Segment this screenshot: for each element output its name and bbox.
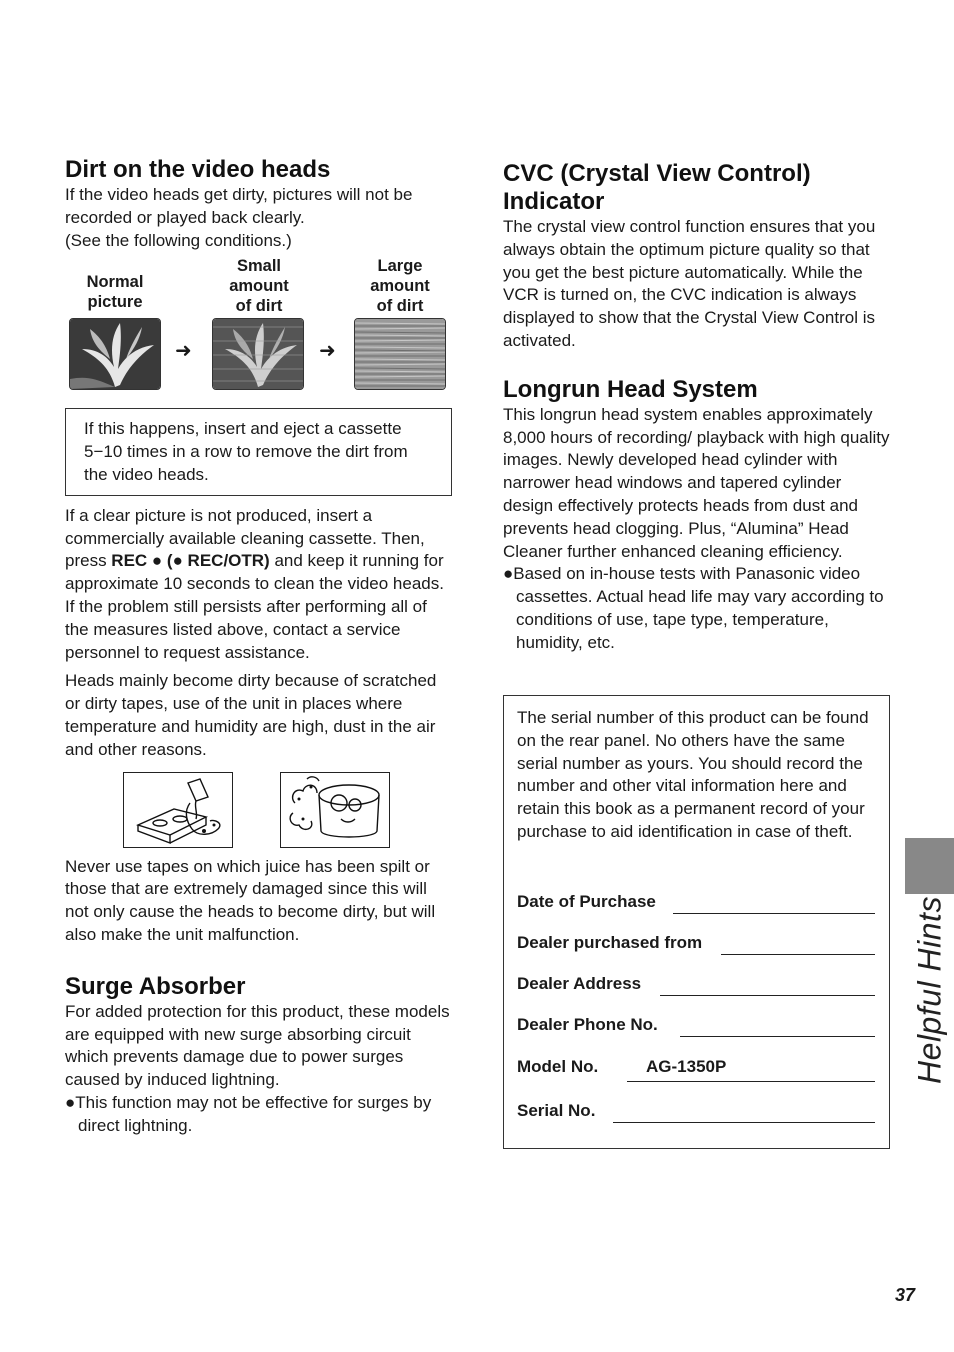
dirt-intro: If the video heads get dirty, pictures will not be recorded or played back clearly. — [65, 185, 413, 227]
juice-warning-paragraph: Never use tapes on which juice has been spilt or those that are extremely damaged since this will not only cause the heads to become dirty, but will also make the unit malfunction. — [65, 856, 436, 944]
dealer-address-line[interactable] — [660, 995, 875, 996]
cleaning-text-2: and keep it running for approximate 10 seconds to clean the video heads. — [65, 551, 444, 594]
cvc-heading-line-1: CVC (Crystal View Control) — [503, 160, 811, 187]
dealer-purchased-from-field[interactable] — [517, 931, 875, 955]
large-dirt-image — [354, 318, 446, 390]
dirt-heading: Dirt on the video heads — [65, 156, 331, 183]
dealer-phone-field[interactable] — [517, 1013, 875, 1037]
juice-spill-illustration — [123, 772, 233, 848]
longrun-bullet: ●Based on in-house tests with Panasonic video cassettes. Actual head life may vary according to conditions of use, tape type, temperature, humidity, etc. — [503, 564, 884, 652]
large-label-line-2: amount — [370, 277, 430, 296]
large-dirt-label — [357, 256, 443, 316]
dealer-address-field[interactable] — [517, 972, 875, 996]
dirt-see-conditions: (See the following conditions.) — [65, 230, 292, 250]
left-column — [65, 156, 453, 1138]
dealer-purchased-from-line[interactable] — [721, 954, 875, 955]
cleaning-paragraph — [65, 505, 453, 596]
causes-paragraph: Heads mainly become dirty because of scratched or dirty tapes, use of the unit in places where temperature and humidity are high, dust in the air and other reasons. — [65, 671, 437, 759]
cassette-note-text: If this happens, insert and eject a cassette 5−10 times in a row to remove the dirt from the video heads. — [84, 419, 408, 484]
dealer-phone-label: Dealer Phone No. — [517, 1015, 658, 1034]
small-label-line-1: Small — [236, 257, 282, 276]
helpful-hints-side-label: Helpful Hints — [911, 896, 948, 1084]
cassette-note-box — [65, 408, 452, 495]
right-column — [503, 160, 893, 655]
model-number-label: Model No. — [517, 1057, 599, 1076]
dealer-phone-line[interactable] — [680, 1036, 875, 1037]
surge-heading: Surge Absorber — [65, 972, 246, 1000]
small-dirt-label — [215, 256, 303, 316]
arrow-icon: ➜ — [175, 340, 192, 363]
dirt-conditions-figure — [65, 256, 453, 398]
surge-text: For added protection for this product, these models are equipped with new surge absorbing circuit which prevents damage due to power surges caused by induced lightning. — [65, 1001, 450, 1090]
serial-number-label: Serial No. — [517, 1101, 596, 1120]
small-label-line-2: amount — [229, 277, 289, 296]
date-of-purchase-line[interactable] — [673, 913, 875, 914]
cvc-text: The crystal view control function ensures that you always obtain the optimum picture quality so that you get the best picture automatically. While the VCR is turned on, the CVC indication is always displayed to show that the Crystal View Control is activated. — [503, 217, 876, 350]
model-number-value: AG-1350P — [646, 1057, 727, 1076]
model-number-line[interactable] — [627, 1081, 875, 1082]
persist-paragraph: If the problem still persists after performing all of the measures listed above, contact a service personnel to request assistance. — [65, 596, 427, 662]
normal-picture-image — [69, 318, 161, 390]
dealer-address-label: Dealer Address — [517, 974, 642, 993]
page-number: 37 — [895, 1285, 916, 1305]
normal-label-line-1: Normal — [86, 273, 144, 292]
longrun-heading: Longrun Head System — [503, 375, 758, 403]
small-dirt-image — [212, 318, 304, 390]
dealer-purchased-from-label: Dealer purchased from — [517, 933, 703, 952]
normal-label-line-2: picture — [87, 293, 143, 312]
arrow-icon: ➜ — [319, 340, 336, 363]
large-label-line-3: of dirt — [376, 297, 424, 316]
damaged-tape-illustration — [280, 772, 390, 848]
serial-number-field[interactable] — [517, 1099, 875, 1123]
surge-bullet: ●This function may not be effective for surges by direct lightning. — [65, 1092, 432, 1135]
serial-number-line[interactable] — [613, 1122, 875, 1123]
large-label-line-1: Large — [377, 257, 423, 276]
small-label-line-3: of dirt — [235, 297, 283, 316]
model-number-field[interactable] — [517, 1058, 875, 1082]
longrun-text: This longrun head system enables approximately 8,000 hours of recording/ playback with high quality images. Newly developed head cylinder with narrower head windows and tapered cylinder design effectively protects heads from dust and prevents head clogging. Plus, “Alumina” Head Cleaner further enhanced cleaning efficiency. — [503, 404, 890, 561]
damaged-tapes-illustrations — [65, 772, 453, 850]
cleaning-text-1: If a clear picture is not produced, insert a commercially available cleaning cassette. Then, press — [65, 505, 425, 571]
section-tab-marker — [905, 838, 954, 894]
date-of-purchase-field[interactable] — [517, 890, 875, 914]
normal-picture-label — [75, 272, 155, 312]
cvc-heading-line-2: Indicator — [503, 188, 605, 215]
serial-number-intro: The serial number of this product can be found on the rear panel. No others have the same serial number as yours. You should record the number and other vital information here and retain this book as a permanent record of your purchase to aid identification in case of theft. — [517, 708, 869, 841]
date-of-purchase-label: Date of Purchase — [517, 892, 656, 911]
cvc-heading — [503, 160, 893, 216]
rec-button-reference: REC ● (● REC/OTR) — [111, 551, 270, 571]
registration-box — [503, 695, 890, 1149]
